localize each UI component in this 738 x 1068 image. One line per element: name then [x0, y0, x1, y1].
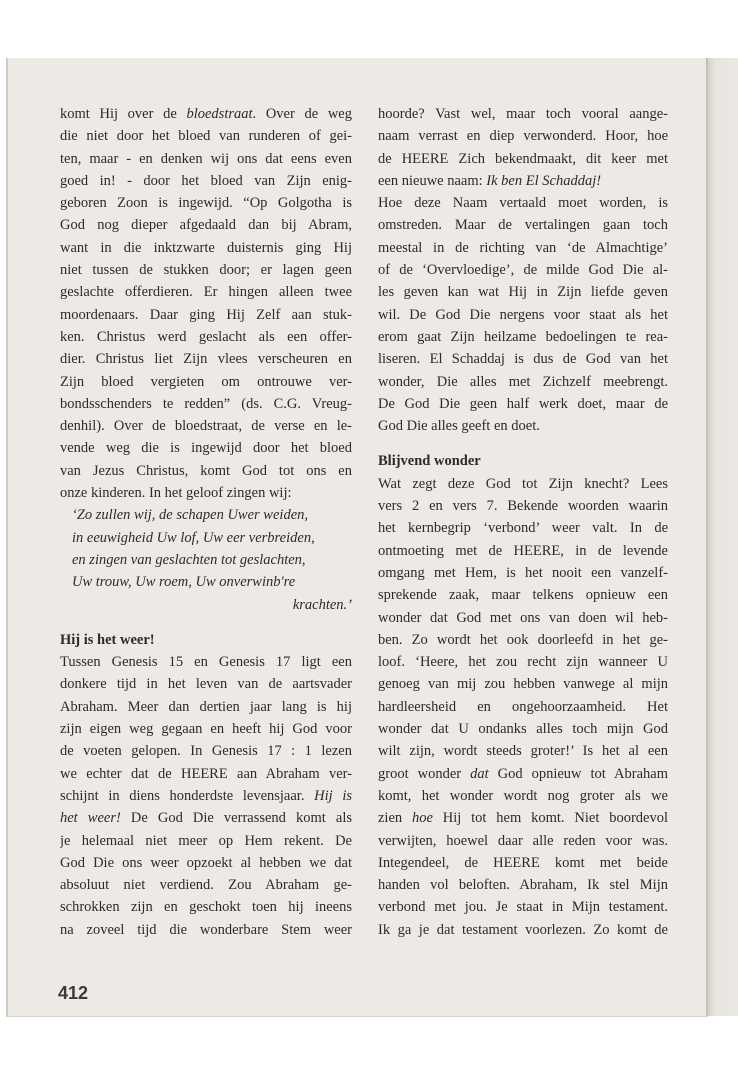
text-run: verbond met jou. Je staat in Mijn testament. — [378, 899, 668, 916]
paragraph-gap — [378, 437, 668, 450]
text-line — [378, 874, 668, 896]
book-spine — [706, 58, 738, 1016]
text-run: sprekende zaak, maar telkens opnieuw een — [378, 587, 668, 604]
text-line — [378, 896, 668, 918]
section-heading — [60, 629, 352, 651]
text-run: ken. Christus werd geslacht als een offer- — [60, 328, 352, 345]
text-run: handen vol beloften. Abraham, Ik stel Mijn — [378, 877, 668, 894]
text-run: Hoe deze Naam vertaald moet worden, is — [378, 195, 668, 212]
text-line — [60, 919, 352, 941]
text-run: komt, het wonder wordt nog groter als we — [378, 787, 668, 804]
text-line — [378, 125, 668, 147]
text-line — [60, 460, 352, 482]
text-line — [378, 103, 668, 125]
text-run: ontmoeting met de HEERE, in de levende — [378, 542, 668, 559]
text-line — [378, 540, 668, 562]
text-line — [378, 852, 668, 874]
text-run: een nieuwe naam: — [378, 172, 487, 189]
quote-line — [60, 594, 352, 616]
text-run: we echter dat de HEERE aan Abraham ver- — [60, 765, 352, 782]
page-number: 412 — [58, 983, 89, 1003]
text-line — [60, 482, 352, 504]
text-run: na zoveel tijd die wonderbare Stem weer — [60, 921, 352, 938]
text-run: God opnieuw tot Abraham — [488, 765, 668, 782]
text-run: goed in! - door het bloed van Zijn enig- — [60, 172, 352, 189]
text-line — [378, 237, 668, 259]
text-line — [60, 673, 352, 695]
text-run: wonder, Die alles met Zichzelf meebrengt. — [378, 373, 668, 390]
text-run: onze kinderen. In het geloof zingen wij: — [60, 485, 292, 502]
text-line — [60, 852, 352, 874]
text-line — [378, 170, 668, 192]
text-run: De God Die geen half werk doet, maar de — [378, 395, 668, 412]
italic-text: en zingen van geslachten tot geslachten, — [72, 551, 306, 568]
text-line — [60, 103, 352, 125]
text-line — [60, 874, 352, 896]
text-run: de HEERE Zich bekendmaakt, dit keer met — [378, 150, 668, 167]
text-run: Wat zegt deze God tot Zijn knecht? Lees — [378, 475, 668, 492]
text-line — [378, 830, 668, 852]
text-run: Integendeel, de HEERE komt met beide — [378, 854, 668, 871]
right-text-column — [378, 103, 668, 941]
text-line — [378, 696, 668, 718]
text-run: Hij tot hem komt. Niet boordevol — [432, 810, 668, 827]
text-line — [60, 393, 352, 415]
text-line — [60, 259, 352, 281]
italic-text: Ik ben El Schaddaj! — [486, 172, 602, 189]
text-run: ten, maar - en denken wij ons dat eens even — [60, 150, 352, 167]
text-run: schijnt in diens honderdste levensjaar. — [60, 787, 315, 804]
text-line — [378, 259, 668, 281]
italic-text: bloedstraat — [186, 106, 253, 122]
text-line — [378, 192, 668, 214]
text-run: wil. De God Die nergens voor staat als het — [378, 306, 668, 323]
text-run: schrokken zijn en geschokt toen hij ineens — [60, 899, 352, 916]
text-line — [378, 304, 668, 326]
text-run: Ik ga je dat testament voorlezen. Zo komt de — [378, 921, 668, 938]
text-run: het kernbegrip ‘verbond’ weer valt. In de — [378, 520, 668, 537]
text-line — [60, 237, 352, 259]
text-line — [378, 148, 668, 170]
text-run: Abraham. Meer dan dertien jaar lang is hij — [60, 698, 352, 715]
quote-line — [60, 571, 352, 593]
text-run: naam verrast en diep verwonderd. Hoor, hoe — [378, 128, 668, 145]
text-run: genoeg van mij zou hebben vanwege al mijn — [378, 676, 668, 693]
text-run: want in die inktzwarte duisternis ging Hij — [60, 239, 352, 256]
text-line — [60, 371, 352, 393]
text-run: erom gaat Zijn heilzame bedoelingen te rea- — [378, 328, 668, 345]
italic-text: het weer! — [60, 810, 121, 827]
text-line — [378, 785, 668, 807]
text-run: Blijvend wonder — [378, 453, 481, 470]
text-run: donkere tijd in het leven van de aartsvader — [60, 676, 352, 693]
text-line — [60, 348, 352, 370]
text-line — [60, 696, 352, 718]
text-line — [378, 371, 668, 393]
text-run: groot wonder — [378, 765, 471, 782]
text-line — [378, 651, 668, 673]
text-run: geboren Zoon is ingewijd. “Op Golgotha is — [60, 195, 352, 212]
quote-line — [60, 504, 352, 526]
text-line — [60, 415, 352, 437]
text-run: zien — [378, 810, 412, 827]
text-line — [378, 348, 668, 370]
text-run: je helemaal niet meer op Hem rekent. De — [60, 832, 352, 849]
text-run: God Die alles geeft en doet. — [378, 418, 540, 435]
text-run: geslachte offerdieren. Er hingen alleen twee — [60, 284, 352, 301]
text-line — [378, 718, 668, 740]
text-run: ben. Zo wordt het ook doorleefd in het ge- — [378, 631, 668, 648]
text-line — [60, 148, 352, 170]
text-run: vers 2 en vers 7. Bekende woorden waarin — [378, 498, 668, 515]
text-line — [60, 763, 352, 785]
text-line — [378, 473, 668, 495]
text-run: hardleersheid en ongehoorzaamheid. Het — [378, 698, 668, 715]
text-line — [60, 304, 352, 326]
italic-text: Uw trouw, Uw roem, Uw onverwinb're — [72, 574, 296, 591]
text-line — [60, 192, 352, 214]
text-line — [378, 740, 668, 762]
text-run: Hij is het weer! — [60, 631, 155, 648]
text-run: niet tussen de stukken door; er lagen geen — [60, 262, 352, 279]
quote-line — [60, 527, 352, 549]
text-line — [378, 919, 668, 941]
italic-text: dat — [470, 765, 489, 782]
text-run: vende weg die is ingewijd door het bloed — [60, 440, 352, 457]
text-run: les geven kan wat Hij in Zijn liefde geven — [378, 284, 668, 301]
text-run: omgang met Hem, is het nooit een vanzelf- — [378, 564, 668, 581]
text-run: loof. ‘Heere, het zou recht zijn wanneer U — [378, 654, 668, 671]
text-run: meestal in de richting van ‘de Almachtige’ — [378, 239, 668, 256]
text-line — [378, 673, 668, 695]
text-line — [378, 562, 668, 584]
text-line — [378, 607, 668, 629]
text-run: hoorde? Vast wel, maar toch vooral aange- — [378, 106, 668, 122]
italic-text: Hij is — [314, 787, 352, 804]
text-line — [378, 807, 668, 829]
italic-text: hoe — [412, 810, 433, 827]
text-line — [378, 763, 668, 785]
text-run: absoluut niet verdiend. Zou Abraham ge- — [60, 877, 352, 894]
text-line — [378, 326, 668, 348]
text-run: die niet door het bloed van runderen of gei- — [60, 128, 352, 145]
text-line — [60, 785, 352, 807]
text-run: wilt zijn, wordt steeds groter!’ Is het al een — [378, 743, 668, 760]
section-heading — [378, 450, 668, 472]
text-run: Zijn bloed vergieten om ontrouwe ver- — [60, 373, 352, 390]
text-line — [60, 437, 352, 459]
text-line — [60, 125, 352, 147]
text-run: komt Hij over de — [60, 106, 187, 122]
text-line — [60, 830, 352, 852]
text-line — [60, 896, 352, 918]
text-line — [378, 517, 668, 539]
quote-line — [60, 549, 352, 571]
text-line — [60, 214, 352, 236]
text-run: van Jezus Christus, komt God tot ons en — [60, 462, 352, 479]
text-line — [60, 807, 352, 829]
text-run: zijn eigen weg gegaan en heeft hij God voor — [60, 721, 352, 738]
italic-text: ‘Zo zullen wij, de schapen Uwer weiden, — [72, 507, 309, 524]
text-run: denhil). Over de bloedstraat, de verse en le- — [60, 418, 352, 435]
text-line — [378, 415, 668, 437]
text-line — [378, 495, 668, 517]
text-line — [378, 629, 668, 651]
text-run: moordenaars. Daar ging Hij Zelf aan stuk- — [60, 306, 352, 323]
text-line — [60, 281, 352, 303]
text-line — [378, 393, 668, 415]
text-line — [60, 651, 352, 673]
text-line — [60, 326, 352, 348]
left-text-column — [60, 103, 352, 941]
paragraph-gap — [60, 616, 352, 629]
text-line — [60, 170, 352, 192]
text-run: verwijten, hoewel daar alle reden voor was. — [378, 832, 668, 849]
text-line — [60, 718, 352, 740]
text-line — [60, 740, 352, 762]
text-run: Tussen Genesis 15 en Genesis 17 ligt een — [60, 654, 352, 671]
text-line — [378, 214, 668, 236]
text-run: of de ‘Overvloedige’, de milde God Die al- — [378, 262, 668, 279]
text-line — [378, 281, 668, 303]
text-run: wonder dat U ondanks alles toch mijn God — [378, 721, 668, 738]
text-run: de voeten gelopen. In Genesis 17 : 1 lezen — [60, 743, 352, 760]
text-run: omstreden. Maar de vertalingen gaan toch — [378, 217, 668, 234]
text-run: De God Die verrassend komt als — [120, 810, 352, 827]
italic-text: in eeuwigheid Uw lof, Uw eer verbreiden, — [72, 529, 315, 546]
text-run: bondsschenders te redden” (ds. C.G. Vreug- — [60, 395, 352, 412]
text-run: God Die ons weer opzoekt al hebben we dat — [60, 854, 352, 871]
italic-text: krachten.’ — [292, 596, 352, 613]
text-run: wonder dat God met ons van doen wil heb- — [378, 609, 668, 626]
text-run: liseren. El Schaddaj is dus de God van het — [378, 351, 668, 368]
text-run: . Over de weg — [252, 106, 352, 122]
text-run: dier. Christus liet Zijn vlees verscheuren en — [60, 351, 352, 368]
text-run: God nog dieper afgedaald dan bij Abram, — [60, 217, 352, 234]
text-line — [378, 584, 668, 606]
